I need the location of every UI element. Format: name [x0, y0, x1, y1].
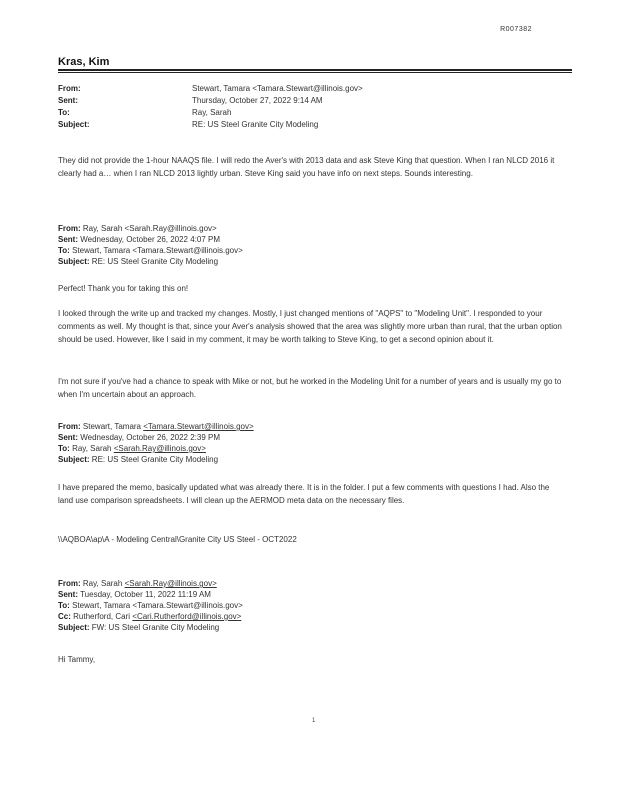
msg2-from-line	[58, 223, 217, 234]
msg3-sent-line	[58, 432, 220, 443]
msg2-sent-value: Wednesday, October 26, 2022 4:07 PM	[80, 235, 221, 244]
mailbox-owner-name: Kras, Kim	[58, 56, 110, 68]
msg2-to-line	[58, 245, 243, 256]
msg2-paragraph-1: Perfect! Thank you for taking this on!	[58, 284, 189, 293]
msg4-to-line	[58, 600, 243, 611]
body-paragraph: They did not provide the 1-hour NAAQS file. I will redo the Aver's with 2013 data and ask Steve King that question. When I ran NLCD 2016 it clearly had a… when I ran NLCD 2013 lightly urban. Steve King said you have info on next steps. Sounds interesting.	[58, 156, 555, 178]
from-label: From:	[58, 84, 81, 93]
msg2-subject-value: RE: US Steel Granite City Modeling	[91, 257, 219, 266]
msg4-subject-label: Subject:	[58, 623, 90, 632]
msg2-paragraph-3: I'm not sure if you've had a chance to speak with Mike or not, but he worked in the Modeling Unit for a number of years and is usually my go to when I'm uncertain about an approach.	[58, 377, 562, 399]
msg3-from-label: From:	[58, 422, 81, 431]
msg3-paragraph-1: I have prepared the memo, basically updated what was already there. It is in the folder. I put a few comments with questions I had. Also the land use comparison spreadsheets. I will clean up the AERMOD meta data on the necessary files.	[58, 483, 550, 505]
msg4-from-name: Ray, Sarah	[82, 579, 123, 588]
msg2-paragraph-2: I looked through the write up and tracked my changes. Mostly, I just changed mentions of "AQPS" to "Modeling Unit". I responded to your comments as well. My thought is that, since your Aver's analysis showed that the area was slightly more urban than rural, that the urban option should be used. However, like I said in my comment, it may be worth talking to Steve King, to get a second opinion about it.	[58, 309, 562, 344]
msg4-to-label: To:	[58, 601, 70, 610]
msg3-to-label: To:	[58, 444, 70, 453]
bates-number: R007382	[500, 26, 532, 33]
msg3-sent-value: Wednesday, October 26, 2022 2:39 PM	[80, 433, 221, 442]
page-number: 1	[312, 718, 316, 724]
msg2-sent-line	[58, 234, 220, 245]
msg3-to-line	[58, 443, 206, 454]
msg4-to-value: Stewart, Tamara <Tamara.Stewart@illinois.gov>	[72, 601, 243, 610]
header-divider	[58, 69, 572, 73]
msg3-from-line	[58, 421, 254, 432]
sent-value: Thursday, October 27, 2022 9:14 AM	[192, 96, 323, 105]
msg4-greeting: Hi Tammy,	[58, 655, 96, 664]
msg4-from-line	[58, 578, 217, 589]
msg3-from-email-link[interactable]: <Tamara.Stewart@illinois.gov>	[143, 422, 254, 431]
msg3-from-name: Stewart, Tamara	[82, 422, 142, 431]
msg3-to-email-link[interactable]: <Sarah.Ray@illinois.gov>	[113, 444, 206, 453]
msg3-subject-label: Subject:	[58, 455, 90, 464]
to-value: Ray, Sarah	[192, 108, 232, 117]
msg4-from-email-link[interactable]: <Sarah.Ray@illinois.gov>	[124, 579, 217, 588]
msg3-subject-line	[58, 454, 218, 465]
msg2-sent-label: Sent:	[58, 235, 78, 244]
msg4-cc-label: Cc:	[58, 612, 71, 621]
msg4-subject-line	[58, 622, 219, 633]
msg4-sent-line	[58, 589, 211, 600]
msg4-cc-name: Rutherford, Cari	[73, 612, 131, 621]
msg2-from-label: From:	[58, 224, 81, 233]
msg4-sent-label: Sent:	[58, 590, 78, 599]
msg4-sent-value: Tuesday, October 11, 2022 11:19 AM	[80, 590, 211, 599]
msg3-to-name: Ray, Sarah	[72, 444, 112, 453]
msg2-to-value: Stewart, Tamara <Tamara.Stewart@illinois.gov>	[72, 246, 243, 255]
msg4-subject-value: FW: US Steel Granite City Modeling	[91, 623, 220, 632]
msg3-sent-label: Sent:	[58, 433, 78, 442]
subject-value: RE: US Steel Granite City Modeling	[192, 120, 319, 129]
msg2-from-value: Ray, Sarah <Sarah.Ray@illinois.gov>	[82, 224, 217, 233]
msg2-to-label: To:	[58, 246, 70, 255]
to-label: To:	[58, 108, 70, 117]
msg2-subject-line	[58, 256, 218, 267]
msg4-from-label: From:	[58, 579, 81, 588]
msg4-cc-line	[58, 611, 241, 622]
subject-label: Subject:	[58, 120, 90, 129]
msg3-subject-value: RE: US Steel Granite City Modeling	[91, 455, 219, 464]
msg2-subject-label: Subject:	[58, 257, 90, 266]
from-value: Stewart, Tamara <Tamara.Stewart@illinois.gov>	[192, 84, 363, 93]
msg3-folder-path: \\AQBOA\ap\A - Modeling Central\Granite City US Steel - OCT2022	[58, 535, 297, 544]
sent-label: Sent:	[58, 96, 78, 105]
msg4-cc-email-link[interactable]: <Cari.Rutherford@illinois.gov>	[132, 612, 242, 621]
